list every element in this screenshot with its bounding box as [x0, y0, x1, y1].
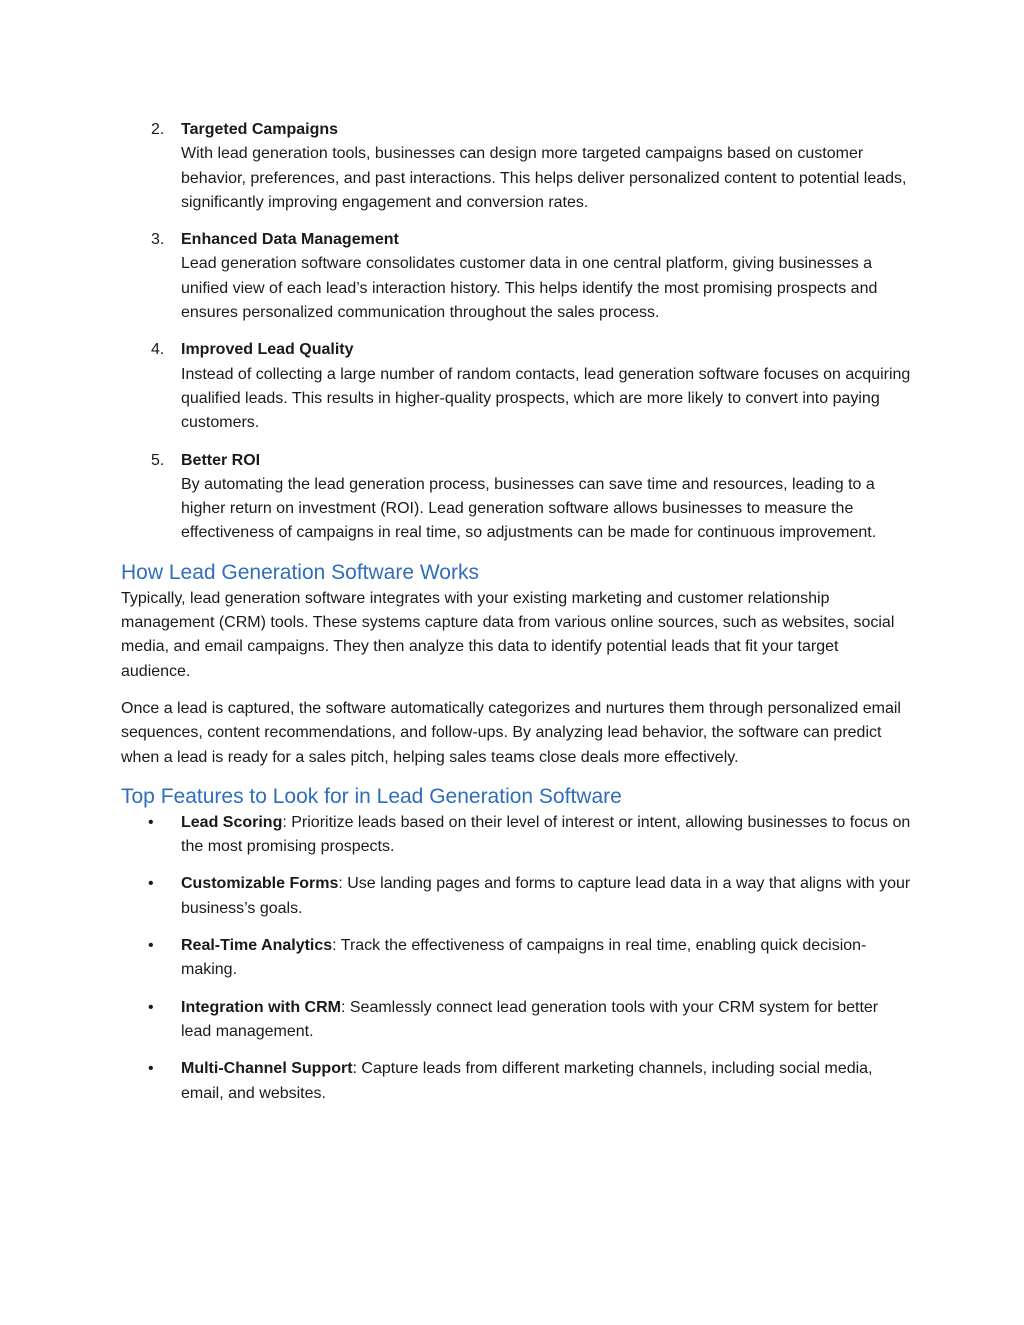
feature-term: Real-Time Analytics — [181, 937, 333, 955]
list-item-title: Improved Lead Quality — [181, 341, 354, 359]
bullet-icon: • — [148, 937, 154, 955]
list-item — [121, 1057, 911, 1106]
list-item — [121, 934, 911, 983]
feature-term: Multi-Channel Support — [181, 1060, 353, 1078]
bullet-icon: • — [148, 875, 154, 893]
feature-description: : Track the effectiveness of campaigns in real time, enabling quick decision-making. — [181, 937, 867, 979]
feature-description: : Seamlessly connect lead generation tools with your CRM system for better lead management. — [181, 998, 879, 1040]
list-item — [121, 449, 911, 546]
list-item — [121, 228, 911, 325]
section-heading-top-features: Top Features to Look for in Lead Generation Software — [121, 784, 622, 808]
list-item — [121, 872, 911, 921]
list-item-body: By automating the lead generation process, businesses can save time and resources, leading to a higher return on investment (ROI). Lead generation software allows businesses to measure the effectiveness of campaigns in real time, so adjustments can be made for continuous improvement. — [181, 475, 877, 542]
features-list — [121, 811, 911, 1106]
list-item — [121, 338, 911, 435]
page-content — [121, 118, 911, 1119]
feature-description: : Capture leads from different marketing channels, including social media, email, and websites. — [181, 1060, 873, 1102]
list-item-body: Lead generation software consolidates customer data in one central platform, giving businesses a unified view of each lead’s interaction history. This helps identify the most promising prospects and ensures personalized communication throughout the sales process. — [181, 255, 878, 322]
bullet-icon: • — [148, 998, 154, 1016]
feature-term: Integration with CRM — [181, 998, 341, 1016]
list-item-number: 4. — [151, 341, 165, 359]
list-item — [121, 996, 911, 1045]
list-item-body: Instead of collecting a large number of random contacts, lead generation software focuses on acquiring qualified leads. This results in higher-quality prospects, which are more likely to convert into paying customers. — [181, 365, 911, 432]
feature-term: Lead Scoring — [181, 813, 283, 831]
bullet-icon: • — [148, 1060, 154, 1078]
feature-description: : Use landing pages and forms to capture lead data in a way that aligns with your business’s goals. — [181, 875, 911, 917]
bullet-icon: • — [148, 813, 154, 831]
list-item-number: 2. — [151, 121, 165, 138]
section-heading-how-it-works: How Lead Generation Software Works — [121, 560, 479, 584]
list-item-number: 5. — [151, 451, 165, 469]
list-item-title: Enhanced Data Management — [181, 231, 399, 249]
list-item — [121, 811, 911, 860]
feature-term: Customizable Forms — [181, 875, 339, 893]
list-item-body: With lead generation tools, businesses can design more targeted campaigns based on customer behavior, preferences, and past interactions. This helps deliver personalized content to potential leads, significantly improving engagement and conversion rates. — [181, 145, 907, 211]
list-item — [121, 118, 911, 215]
list-item-title: Better ROI — [181, 451, 261, 469]
list-item-number: 3. — [151, 231, 165, 249]
feature-description: : Prioritize leads based on their level of interest or intent, allowing businesses to focus on the most promising prospects. — [181, 813, 911, 856]
paragraph: Typically, lead generation software integrates with your existing marketing and customer relationship management (CRM) tools. These systems capture data from various online sources, such as websites, social media, and email campaigns. They then analyze this data to identify potential leads that fit your target audience. — [121, 589, 895, 680]
paragraph: Once a lead is captured, the software automatically categorizes and nurtures them through personalized email sequences, content recommendations, and follow-ups. By analyzing lead behavior, the software can predict when a lead is ready for a sales pitch, helping sales teams close deals more effectively. — [121, 699, 901, 766]
list-item-title: Targeted Campaigns — [181, 121, 339, 138]
benefits-list — [121, 118, 911, 546]
